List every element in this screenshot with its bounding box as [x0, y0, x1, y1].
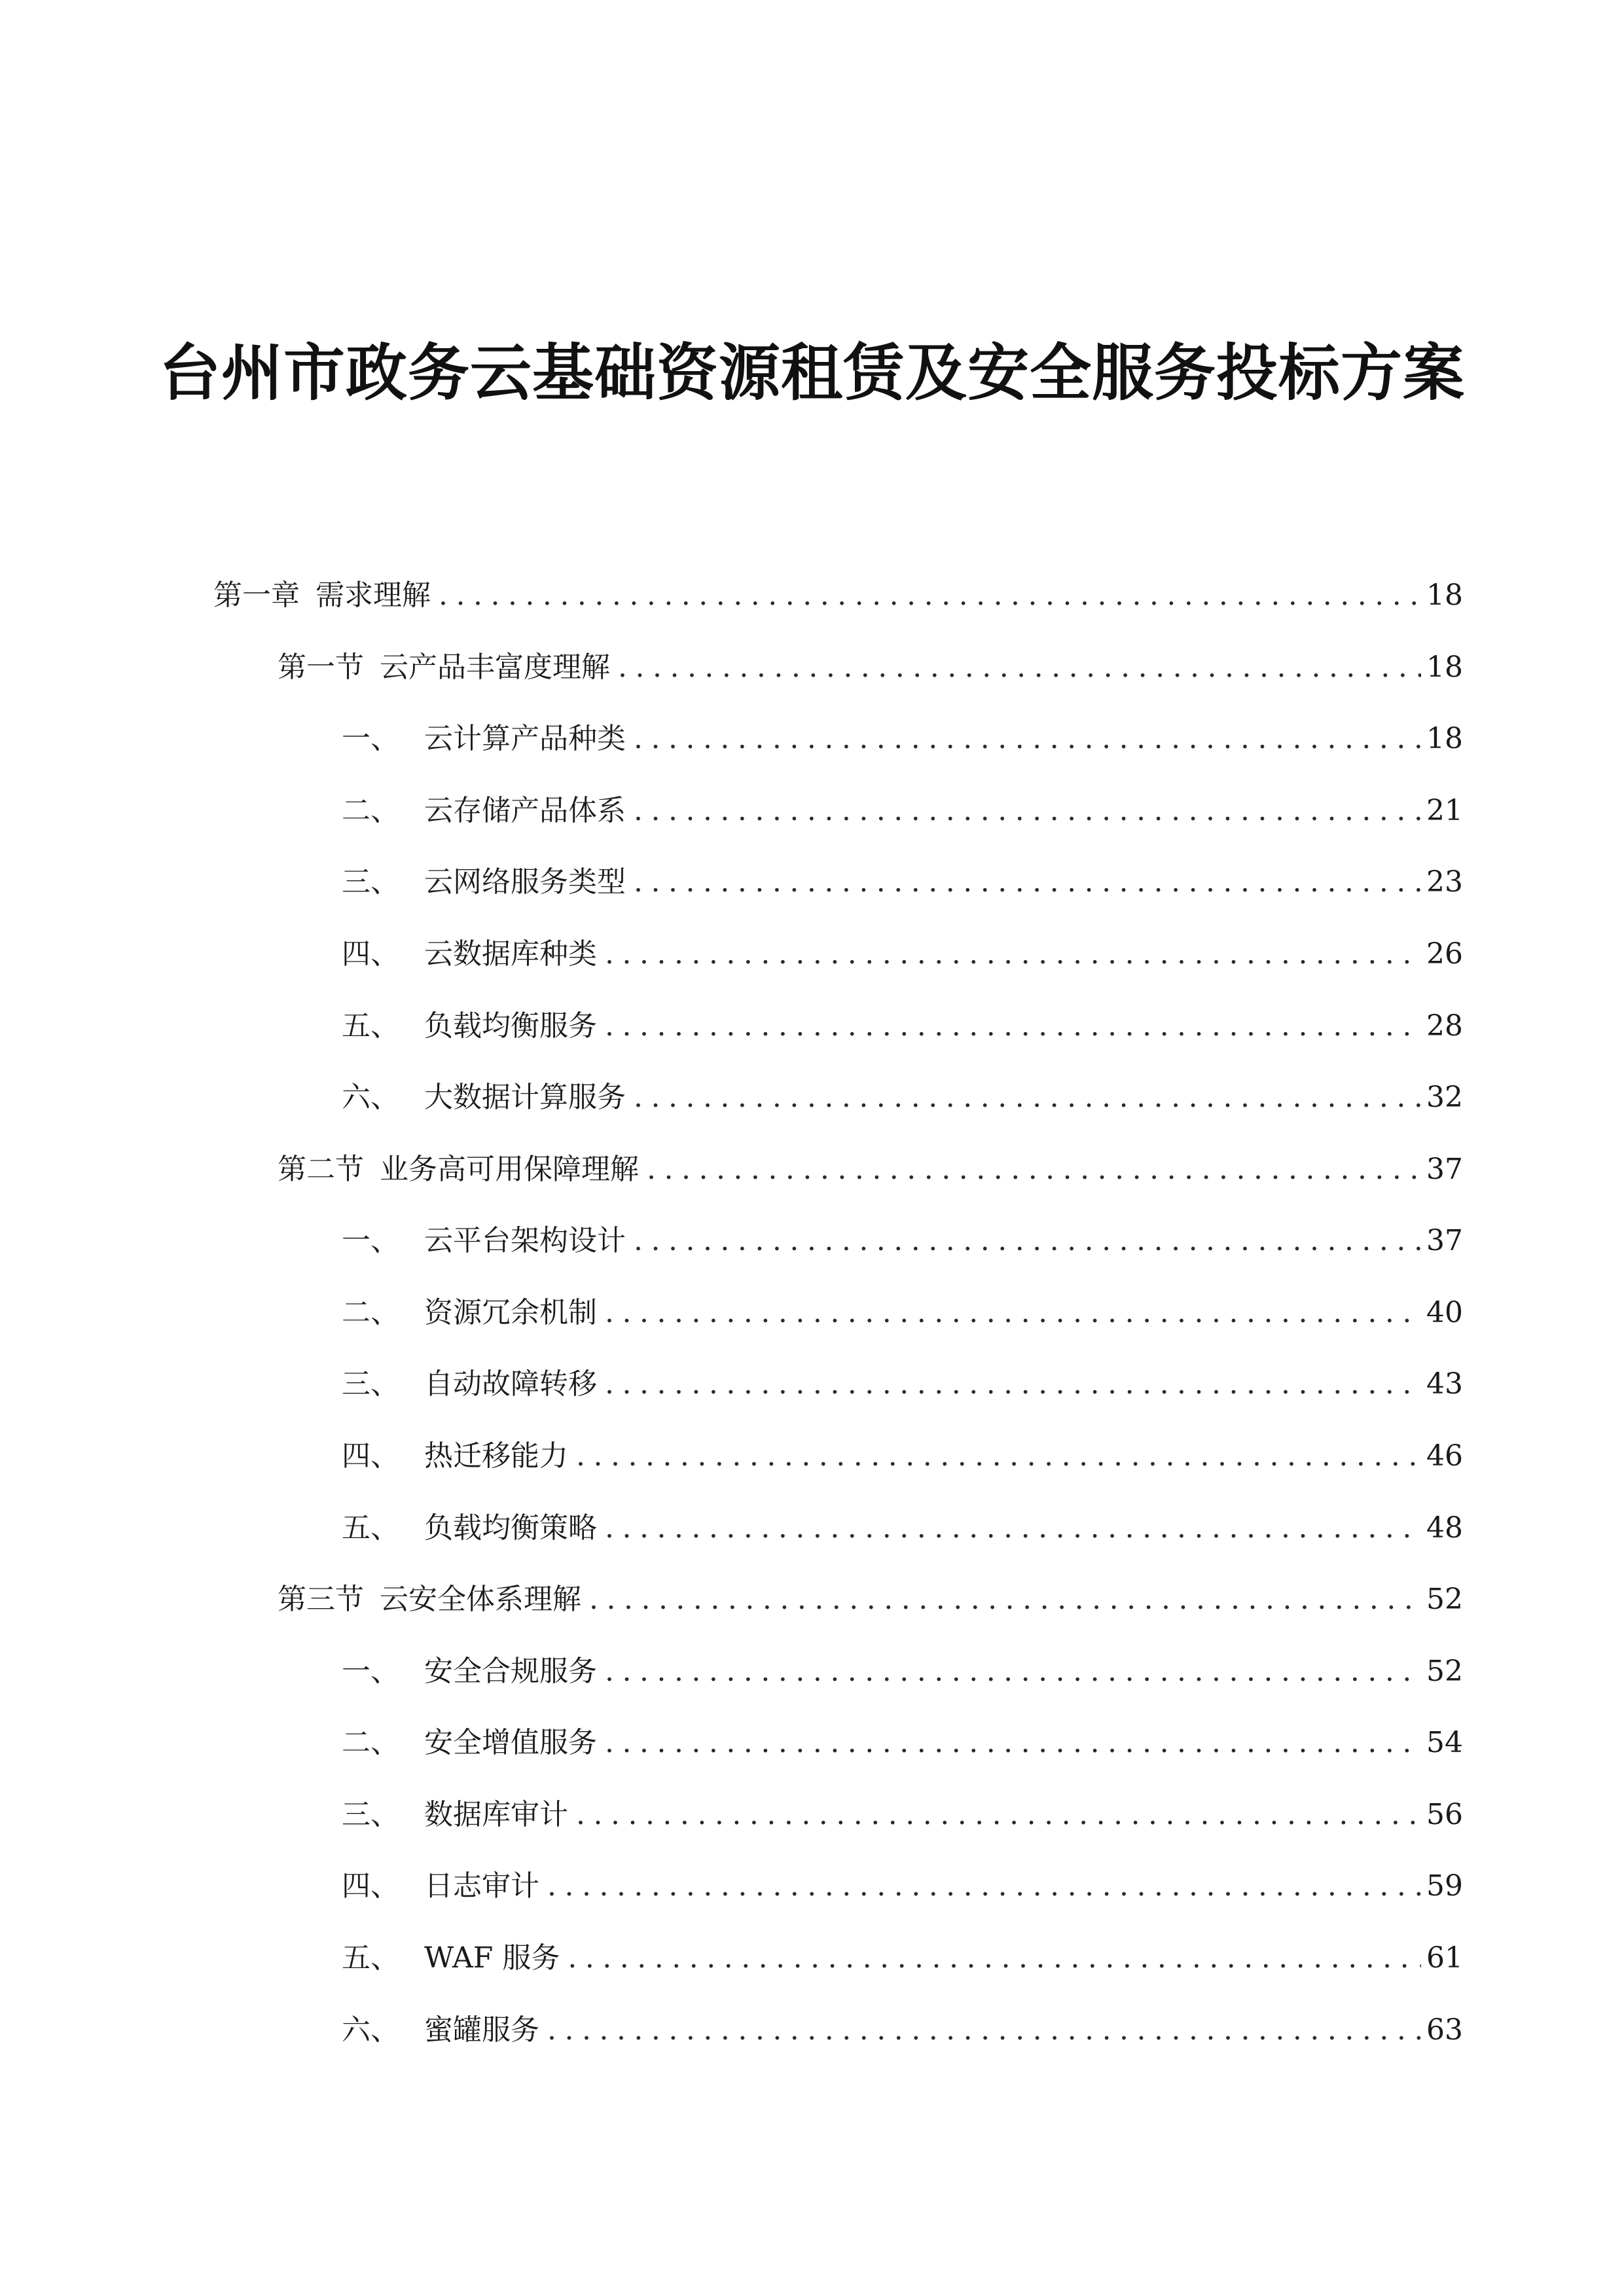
toc-entry-chapter-1[interactable] — [213, 569, 1463, 622]
toc-page-number: 23 — [1426, 865, 1463, 899]
toc-entry-title: 蜜罐服务 — [424, 2013, 539, 2047]
toc-dot-leader — [605, 928, 1421, 980]
toc-page-number: 26 — [1426, 937, 1463, 971]
toc-entry-item[interactable] — [342, 1215, 1463, 1267]
toc-page-number: 37 — [1426, 1153, 1463, 1186]
toc-entry-number: 一、 — [342, 1224, 399, 1257]
toc-entry-item[interactable] — [342, 1860, 1463, 1912]
toc-entry-number: 二、 — [342, 794, 399, 827]
toc-entry-title: 自动故障转移 — [424, 1367, 597, 1401]
toc-entry-title: 安全增值服务 — [424, 1726, 597, 1759]
toc-entry-item[interactable] — [342, 1645, 1463, 1698]
toc-entry-title: 云数据库种类 — [424, 937, 597, 971]
toc-entry-number: 五、 — [342, 1511, 399, 1545]
toc-entry-item[interactable] — [342, 1287, 1463, 1339]
toc-entry-item[interactable] — [342, 1071, 1463, 1124]
toc-entry-title: 大数据计算服务 — [424, 1081, 626, 1114]
toc-entry-number: 二、 — [342, 1296, 399, 1329]
toc-entry-title: 安全合规服务 — [424, 1655, 597, 1688]
toc-entry-number: 二、 — [342, 1726, 399, 1759]
toc-page-number: 28 — [1426, 1009, 1463, 1043]
toc-dot-leader — [589, 1573, 1421, 1626]
toc-dot-leader — [605, 1717, 1421, 1769]
toc-entry-number: 一、 — [342, 722, 399, 755]
toc-dot-leader — [634, 1215, 1421, 1267]
toc-dot-leader — [439, 569, 1421, 622]
toc-dot-leader — [605, 1645, 1421, 1698]
toc-page-number: 37 — [1426, 1224, 1463, 1257]
toc-page-number: 40 — [1426, 1296, 1463, 1329]
toc-entry-item[interactable] — [342, 713, 1463, 765]
toc-entry-section-1[interactable] — [278, 641, 1463, 694]
toc-page-number: 43 — [1426, 1367, 1463, 1401]
toc-entry-title: 云安全体系理解 — [380, 1583, 581, 1616]
toc-page-number: 18 — [1426, 722, 1463, 755]
toc-entry-item[interactable] — [342, 1932, 1463, 1984]
toc-dot-leader — [568, 1932, 1421, 1984]
table-of-contents — [0, 569, 1624, 2075]
toc-page-number: 61 — [1426, 1941, 1463, 1975]
toc-entry-item[interactable] — [342, 1358, 1463, 1410]
toc-entry-title: 数据库审计 — [424, 1798, 568, 1831]
toc-entry-title: 业务高可用保障理解 — [380, 1153, 639, 1186]
toc-entry-item[interactable] — [342, 1430, 1463, 1482]
toc-entry-title: 负载均衡服务 — [424, 1009, 597, 1043]
toc-entry-title: 热迁移能力 — [424, 1439, 568, 1473]
toc-entry-item[interactable] — [342, 856, 1463, 908]
toc-entry-number: 第二节 — [278, 1153, 364, 1186]
toc-entry-item[interactable] — [342, 928, 1463, 980]
toc-entry-title: WAF 服务 — [424, 1941, 560, 1975]
toc-entry-number: 四、 — [342, 937, 399, 971]
toc-entry-title: 云计算产品种类 — [424, 722, 626, 755]
toc-entry-item[interactable] — [342, 1502, 1463, 1554]
toc-entry-number: 四、 — [342, 1869, 399, 1903]
toc-entry-section-3[interactable] — [278, 1573, 1463, 1626]
toc-dot-leader — [618, 641, 1421, 694]
toc-entry-number: 第三节 — [278, 1583, 364, 1616]
toc-dot-leader — [634, 713, 1421, 765]
toc-entry-number: 三、 — [342, 1367, 399, 1401]
toc-entry-number: 一、 — [342, 1655, 399, 1688]
toc-dot-leader — [547, 1860, 1421, 1912]
toc-entry-number: 六、 — [342, 2013, 399, 2047]
toc-dot-leader — [605, 1287, 1421, 1339]
toc-page-number: 63 — [1426, 2013, 1463, 2047]
toc-page-number: 46 — [1426, 1439, 1463, 1473]
toc-entry-item[interactable] — [342, 785, 1463, 837]
toc-entry-item[interactable] — [342, 1000, 1463, 1052]
toc-dot-leader — [634, 856, 1421, 908]
toc-page-number: 54 — [1426, 1726, 1463, 1759]
toc-entry-item[interactable] — [342, 1789, 1463, 1841]
toc-page-number: 32 — [1426, 1081, 1463, 1114]
toc-entry-number: 五、 — [342, 1941, 399, 1975]
toc-page-number: 52 — [1426, 1655, 1463, 1688]
toc-entry-number: 第一节 — [278, 651, 364, 684]
toc-dot-leader — [576, 1789, 1421, 1841]
toc-entry-number: 三、 — [342, 1798, 399, 1831]
toc-dot-leader — [605, 1000, 1421, 1052]
toc-dot-leader — [634, 785, 1421, 837]
toc-entry-title: 云存储产品体系 — [424, 794, 626, 827]
toc-entry-number: 四、 — [342, 1439, 399, 1473]
document-title: 台州市政务云基础资源租赁及安全服务投标方案 — [158, 337, 1465, 409]
toc-page-number: 21 — [1426, 794, 1463, 827]
toc-page-number: 48 — [1426, 1511, 1463, 1545]
toc-entry-item[interactable] — [342, 1717, 1463, 1769]
toc-page-number: 59 — [1426, 1869, 1463, 1903]
toc-dot-leader — [605, 1502, 1421, 1554]
toc-entry-title: 云产品丰富度理解 — [380, 651, 610, 684]
toc-entry-title: 需求理解 — [316, 579, 431, 612]
toc-entry-number: 六、 — [342, 1081, 399, 1114]
toc-entry-title: 资源冗余机制 — [424, 1296, 597, 1329]
toc-dot-leader — [647, 1143, 1421, 1196]
toc-entry-title: 负载均衡策略 — [424, 1511, 597, 1545]
toc-entry-number: 三、 — [342, 865, 399, 899]
toc-entry-number: 五、 — [342, 1009, 399, 1043]
toc-page-number: 18 — [1426, 579, 1463, 612]
toc-entry-section-2[interactable] — [278, 1143, 1463, 1196]
toc-page-number: 52 — [1426, 1583, 1463, 1616]
toc-entry-number: 第一章 — [213, 579, 300, 612]
toc-page-number: 18 — [1426, 651, 1463, 684]
toc-entry-title: 云网络服务类型 — [424, 865, 626, 899]
toc-dot-leader — [576, 1430, 1421, 1482]
toc-dot-leader — [634, 1071, 1421, 1124]
toc-dot-leader — [605, 1358, 1421, 1410]
toc-dot-leader — [547, 2004, 1421, 2056]
toc-entry-item[interactable] — [342, 2004, 1463, 2056]
toc-entry-title: 云平台架构设计 — [424, 1224, 626, 1257]
toc-entry-title: 日志审计 — [424, 1869, 539, 1903]
toc-page-number: 56 — [1426, 1798, 1463, 1831]
